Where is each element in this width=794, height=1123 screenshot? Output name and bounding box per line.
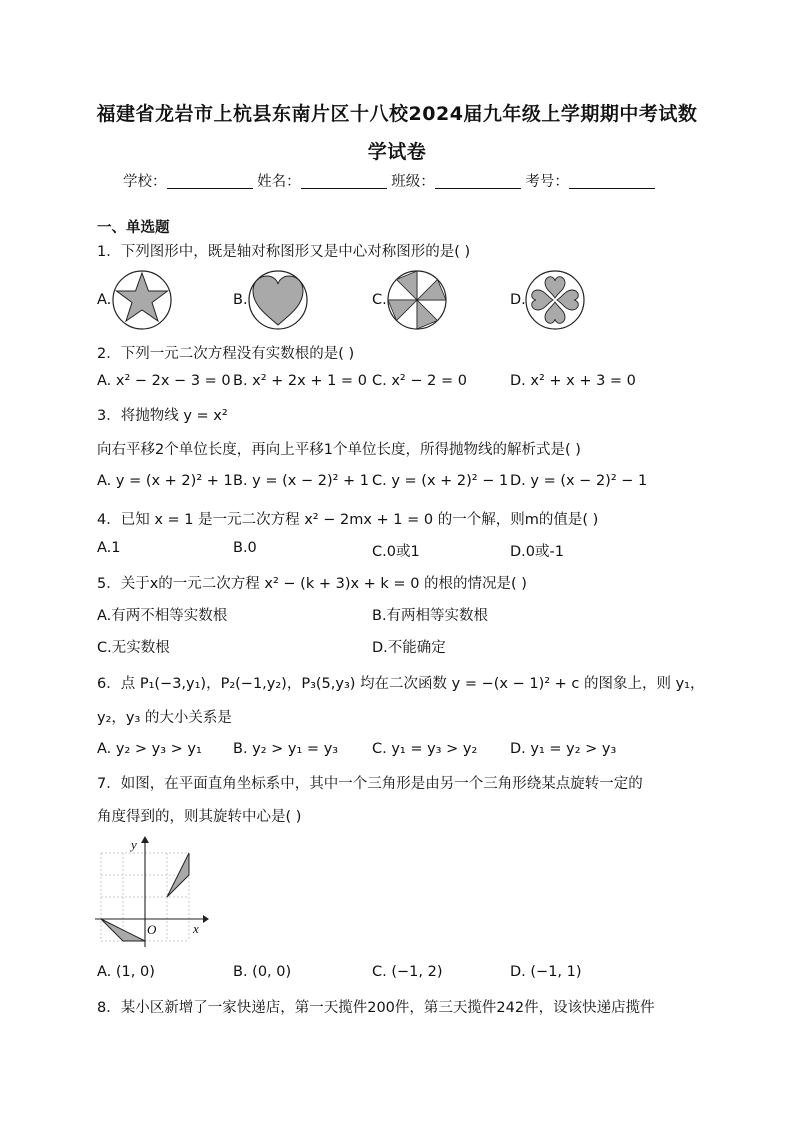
q4-stem: 4．已知 x = 1 是一元二次方程 x² − 2mx + 1 = 0 的一个解，则m的值是( ) [97,512,599,528]
q5-option-d: D.不能确定 [372,640,446,656]
q6-option-d: D. y₁ = y₂ > y₃ [510,741,617,757]
q1-option-c-label: C. [372,292,387,308]
star-in-circle-icon [110,268,174,332]
exam-title-line1: 福建省龙岩市上杭县东南片区十八校2024届九年级上学期期中考试数 [96,103,698,125]
q6-option-a: A. y₂ > y₃ > y₁ [97,741,202,757]
q2-option-b: B. x² + 2x + 1 = 0 [233,373,367,389]
y-axis-label: y [131,837,137,852]
origin-label: O [147,922,157,937]
q1-option-d-figure [523,268,587,332]
q1-option-b-figure [246,268,310,332]
q6-stem-line1: 6．点 P₁(−3,y₁)，P₂(−1,y₂)，P₃(5,y₃) 均在二次函数 y = −(x − 1)² + c 的图象上，则 y₁， [97,676,705,692]
student-info-row [123,170,655,191]
q7-option-a: A. (1, 0) [97,964,155,980]
q5-stem: 5．关于x的一元二次方程 x² − (k + 3)x + k = 0 的根的情况是( ) [97,576,527,592]
heart-in-circle-icon [246,268,310,332]
section-heading: 一、单选题 [97,220,170,236]
q5-option-a: A.有两不相等实数根 [97,608,228,624]
coordinate-grid-figure [95,835,210,950]
q2-option-d: D. x² + x + 3 = 0 [510,373,636,389]
q1-option-c-figure [385,268,449,332]
q2-option-c: C. x² − 2 = 0 [372,373,467,389]
pinwheel-in-circle-icon [385,268,449,332]
q4-option-a: A.1 [97,540,121,556]
q7-option-c: C. (−1, 2) [372,964,443,980]
class-label: 班级： [391,174,435,190]
four-heart-clover-icon [523,268,587,332]
number-label: 考号： [525,174,569,190]
school-label: 学校： [123,174,167,190]
exam-title-line2: 学试卷 [367,141,427,163]
x-axis-label: x [193,921,199,936]
name-label: 姓名： [257,174,301,190]
school-blank[interactable] [167,174,253,189]
q1-option-a-figure [110,268,174,332]
q5-option-b: B.有两相等实数根 [372,608,489,624]
q2-stem: 2．下列一元二次方程没有实数根的是( ) [97,346,355,362]
q7-coordinate-figure [95,835,210,950]
q8-stem: 8．某小区新增了一家快递店，第一天揽件200件，第三天揽件242件，设该快递店揽件 [97,1000,655,1016]
q3-option-a: A. y = (x + 2)² + 1 [97,473,233,489]
q1-option-d-label: D. [510,292,526,308]
q6-stem-line2: y₂，y₃ 的大小关系是 [97,710,232,726]
q1-stem: 1．下列图形中，既是轴对称图形又是中心对称图形的是( ) [97,244,471,260]
y-axis-arrow-icon [141,836,149,843]
q3-option-b: B. y = (x − 2)² + 1 [233,473,370,489]
q4-option-b: B.0 [233,540,257,556]
q5-option-c: C.无实数根 [97,640,170,656]
q4-option-c: C.0或1 [372,544,420,560]
q7-stem-line1: 7．如图，在平面直角坐标系中，其中一个三角形是由另一个三角形绕某点旋转一定的 [97,776,643,792]
q3-stem-line2: 向右平移2个单位长度，再向上平移1个单位长度，所得抛物线的解析式是( ) [97,442,581,458]
q3-stem-line1: 3．将抛物线 y = x² [97,408,228,424]
q3-option-d: D. y = (x − 2)² − 1 [510,473,648,489]
class-blank[interactable] [435,174,521,189]
q6-option-c: C. y₁ = y₃ > y₂ [372,741,478,757]
q7-stem-line2: 角度得到的，则其旋转中心是( ) [97,809,302,825]
q3-option-c: C. y = (x + 2)² − 1 [372,473,509,489]
x-axis-arrow-icon [203,915,209,923]
q4-option-d: D.0或-1 [510,544,564,560]
q1-option-a-label: A. [97,292,112,308]
q7-option-d: D. (−1, 1) [510,964,582,980]
number-blank[interactable] [569,174,655,189]
name-blank[interactable] [301,174,387,189]
q7-option-b: B. (0, 0) [233,964,292,980]
q2-option-a: A. x² − 2x − 3 = 0 [97,373,231,389]
q6-option-b: B. y₂ > y₁ = y₃ [233,741,339,757]
q1-option-b-label: B. [233,292,248,308]
